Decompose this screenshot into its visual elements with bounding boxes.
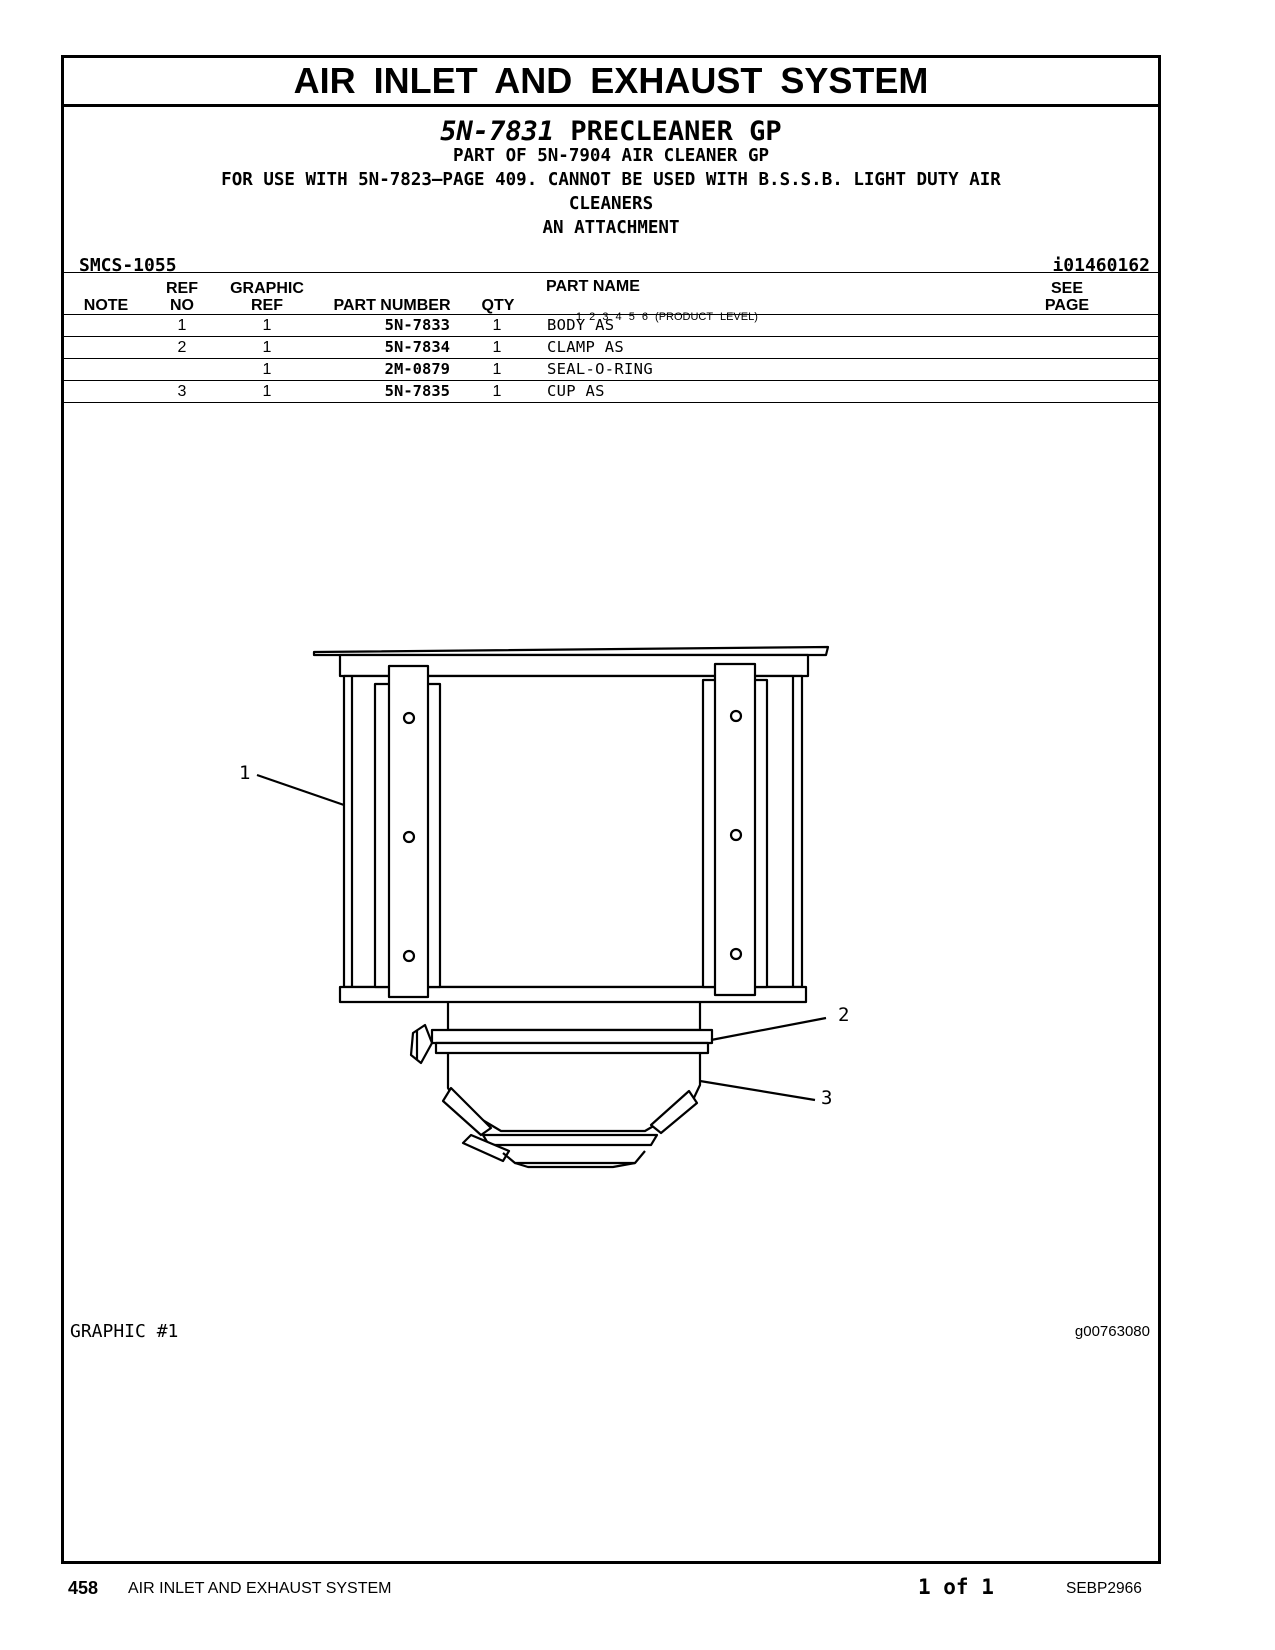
graphic-ref-cell: 1 <box>262 383 272 400</box>
graphic-ref-cell: 1 <box>262 317 272 334</box>
qty-cell: 1 <box>492 317 502 334</box>
header-note: NOTE <box>83 297 129 314</box>
qty-cell: 1 <box>492 339 502 356</box>
part-name-cell: CUP AS <box>547 382 605 400</box>
header-qty: QTY <box>481 297 515 314</box>
callout-2: 2 <box>838 1004 850 1026</box>
section-title: AIR INLET AND EXHAUST SYSTEM <box>64 58 1158 107</box>
footer-page-of: 1 of 1 <box>918 1575 994 1599</box>
part-number-cell: 2M-0879 <box>384 360 450 378</box>
group-attachment-line: AN ATTACHMENT <box>542 218 680 238</box>
part-number-cell: 5N-7833 <box>384 316 450 334</box>
header-part-name: PART NAME <box>546 278 640 295</box>
callout-1: 1 <box>239 762 251 784</box>
footer-section: AIR INLET AND EXHAUST SYSTEM <box>128 1580 392 1597</box>
graphic-id: g00763080 <box>1074 1323 1150 1340</box>
group-part-number: 5N-7831 <box>440 116 555 147</box>
ref-no-cell: 1 <box>177 317 187 334</box>
header-ref-no: REF NO <box>166 280 198 314</box>
part-name-cell: BODY AS <box>547 316 615 334</box>
header-part-number: PART NUMBER <box>333 297 451 314</box>
group-usage-line: FOR USE WITH 5N-7823—PAGE 409. CANNOT BE USED WITH B.S.S.B. LIGHT DUTY AIR <box>221 170 1001 190</box>
part-name-cell: CLAMP AS <box>547 338 625 356</box>
smcs-code: SMCS-1055 <box>79 255 177 276</box>
callout-3: 3 <box>821 1087 833 1109</box>
parts-page-frame <box>61 55 1161 1564</box>
part-name-cell: SEAL-O-RING <box>547 360 653 378</box>
part-number-cell: 5N-7834 <box>384 338 450 356</box>
header-product-levels: 1 2 3 4 5 6 (PRODUCT LEVEL) <box>576 311 758 323</box>
footer-book-number: SEBP2966 <box>1066 1580 1142 1597</box>
graphic-ref-cell: 1 <box>262 361 272 378</box>
graphic-label: GRAPHIC #1 <box>70 1321 179 1342</box>
ref-no-cell: 3 <box>177 383 187 400</box>
ref-no-cell: 2 <box>177 339 187 356</box>
info-id: i01460162 <box>1052 255 1150 276</box>
precleaner-illustration <box>64 58 1158 1558</box>
header-see-page: SEE PAGE <box>1044 280 1090 314</box>
group-usage-line-continued: CLEANERS <box>568 194 654 214</box>
qty-cell: 1 <box>492 383 502 400</box>
group-name: PRECLEANER GP <box>570 116 782 147</box>
qty-cell: 1 <box>492 361 502 378</box>
footer-page-number: 458 <box>68 1578 99 1598</box>
graphic-ref-cell: 1 <box>262 339 272 356</box>
part-number-cell: 5N-7835 <box>384 382 450 400</box>
group-parent-line: PART OF 5N-7904 AIR CLEANER GP <box>452 146 770 166</box>
header-graphic-ref: GRAPHIC REF <box>230 280 304 314</box>
